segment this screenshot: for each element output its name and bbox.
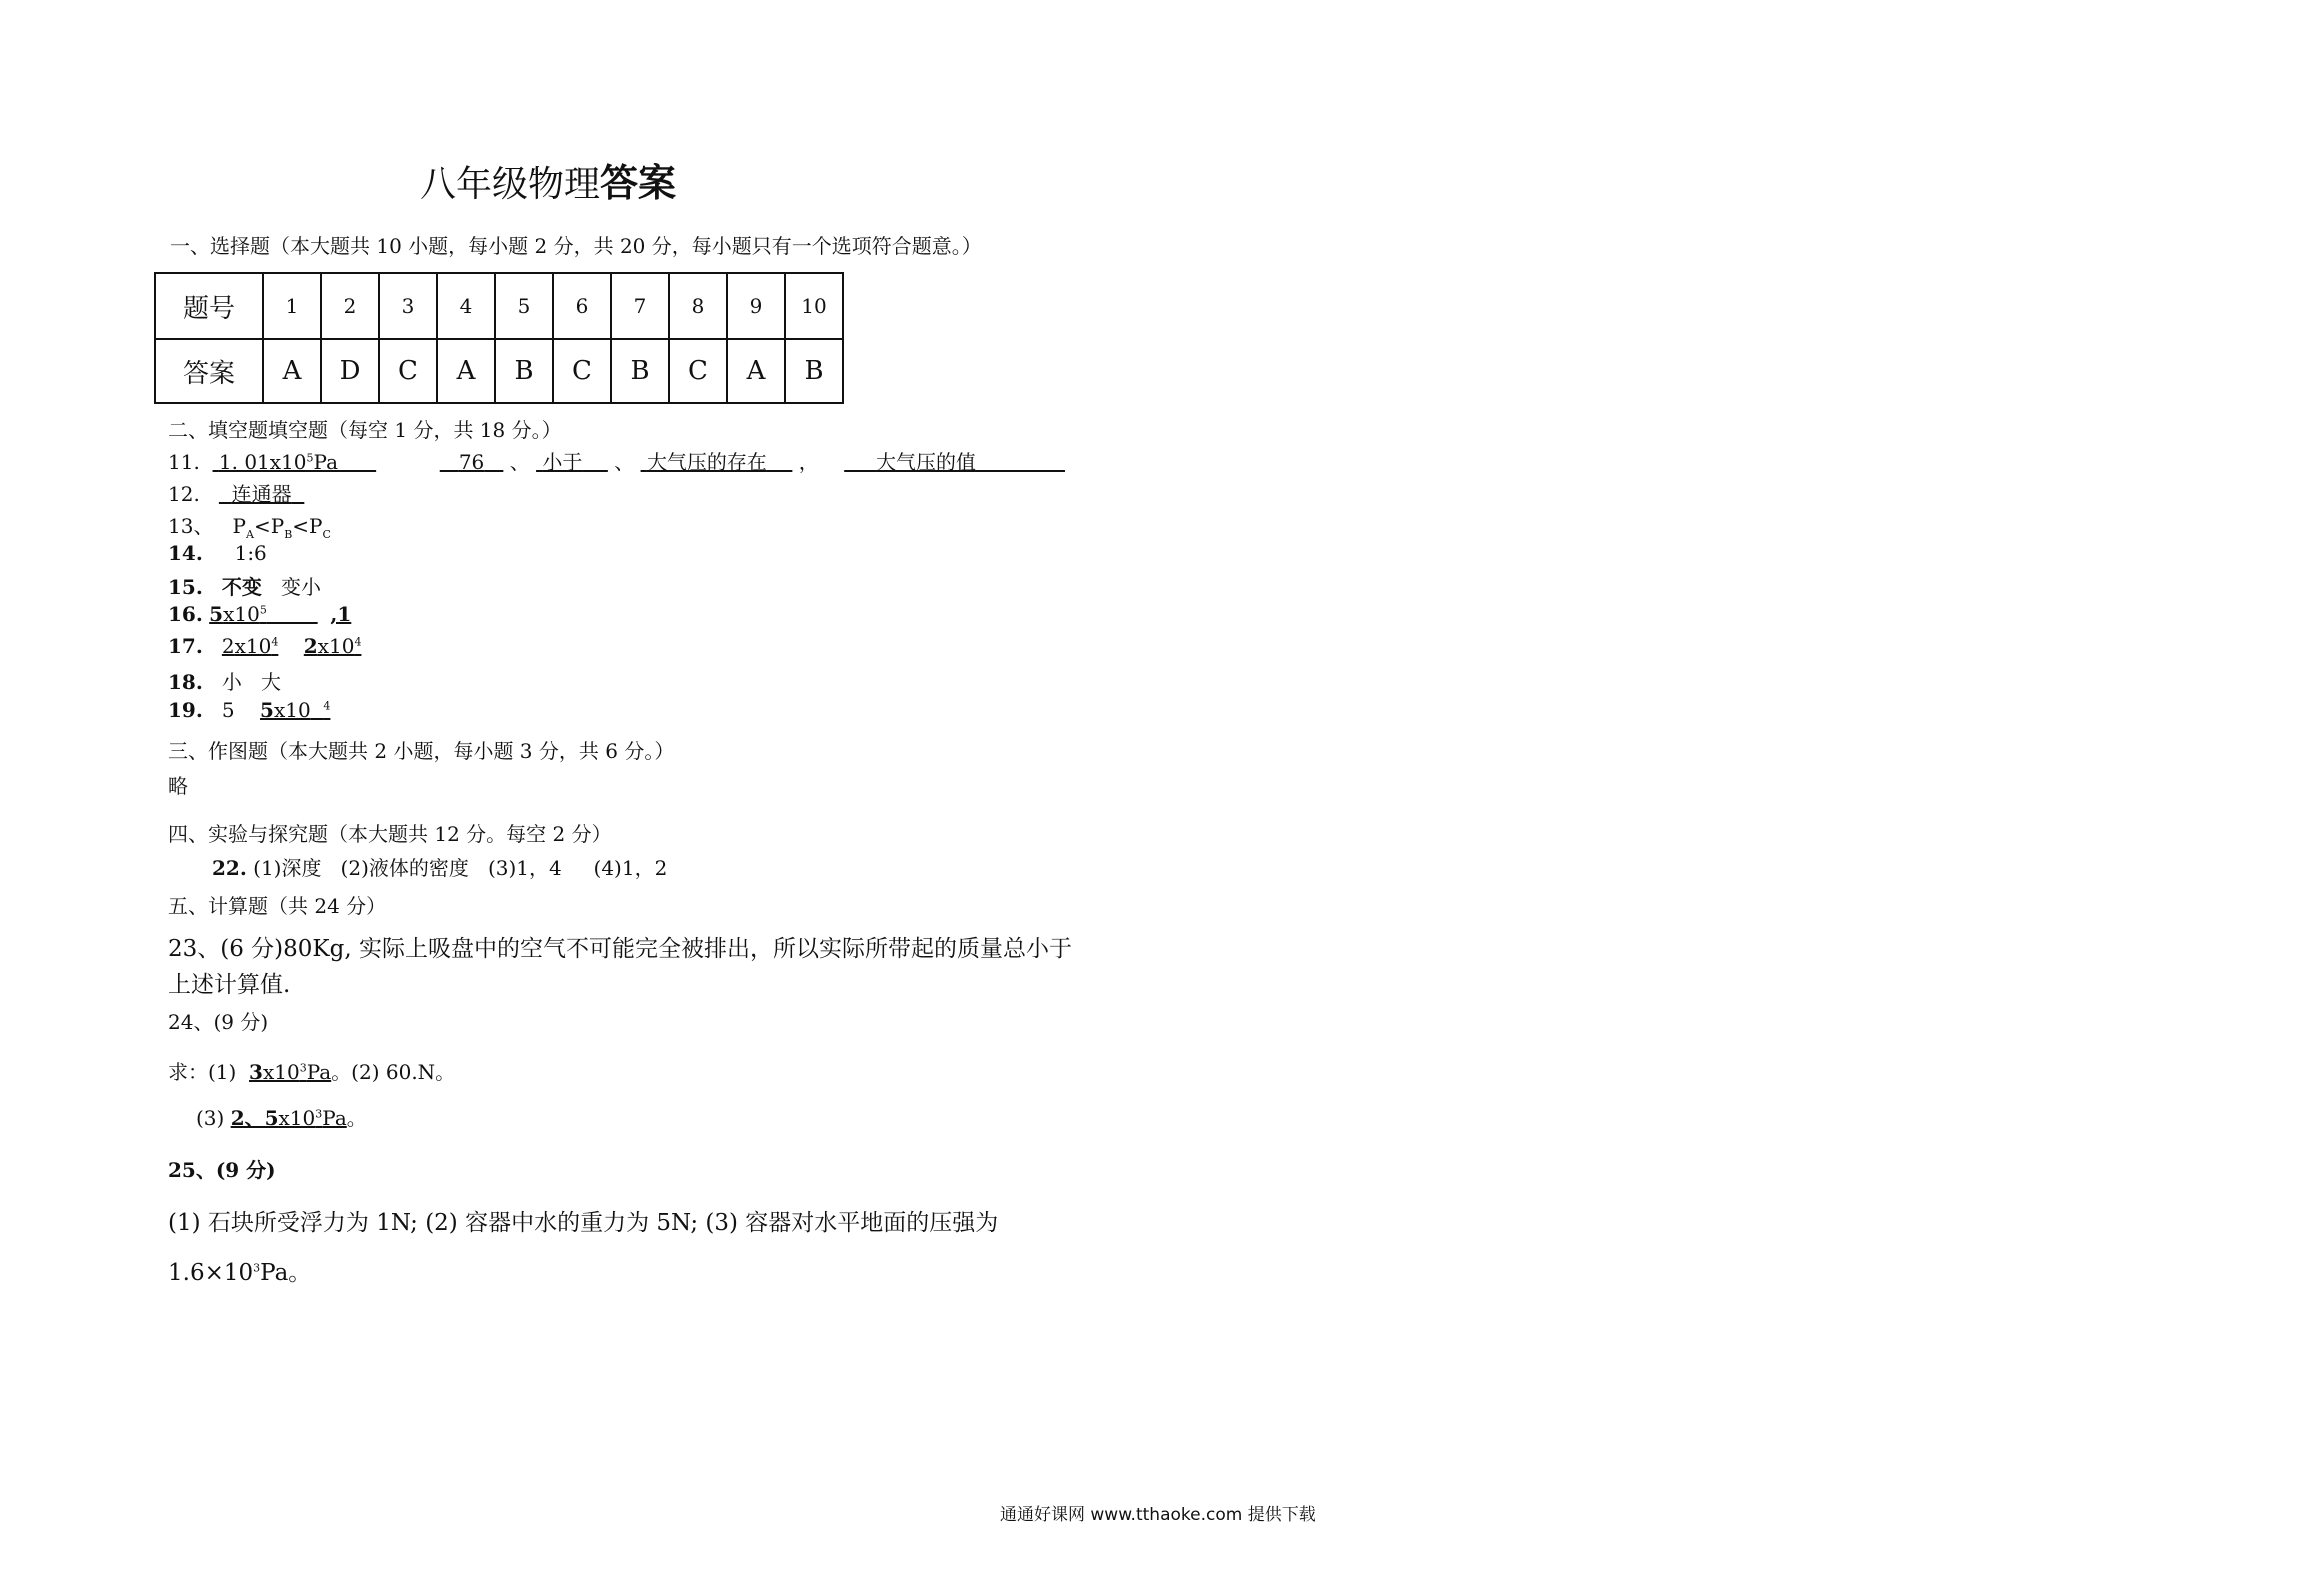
table-cell: 5 (495, 273, 553, 339)
section2-heading: 二、填空题填空题（每空 1 分，共 18 分。） (168, 418, 562, 442)
table-cell: 9 (727, 273, 785, 339)
table-row-numbers (155, 273, 843, 339)
table-cell: A (437, 339, 495, 403)
table-cell: A (263, 339, 321, 403)
table-cell: D (321, 339, 379, 403)
table-cell: 6 (553, 273, 611, 339)
table-cell: 10 (785, 273, 843, 339)
table-cell: 3 (379, 273, 437, 339)
q12-line: 12. 连通器 (168, 482, 292, 506)
section3-answer: 略 (168, 774, 188, 798)
table-cell: C (379, 339, 437, 403)
q17-line: 17. $2x10^4$ $2x10^4$ (168, 634, 362, 658)
table-row-answers (155, 339, 843, 403)
q24-line1: 求：(1) $3x10^3Pa$。(2) 60.N。 (168, 1060, 456, 1084)
q15-line: 15. 不变 变小 (168, 575, 321, 599)
q13-line: 13、 $P_A<P_B<P_C$ (168, 514, 331, 541)
q19-line: 19. 5 5x10 $^4$ (168, 698, 331, 722)
q24-head: 24、(9 分) (168, 1010, 269, 1034)
q25-line1: (1) 石块所受浮力为 1N; (2) 容器中水的重力为 5N; (3) 容器对水平地面的压强为 (168, 1210, 999, 1236)
section4-heading: 四、实验与探究题（本大题共 12 分。每空 2 分） (168, 822, 612, 846)
table-cell: 2 (321, 273, 379, 339)
table-cell: 1 (263, 273, 321, 339)
table-cell: A (727, 339, 785, 403)
table-cell: 7 (611, 273, 669, 339)
q16-line: 16. $5x10^5$ ,1 (168, 602, 352, 626)
table-cell: B (785, 339, 843, 403)
table-label-number: 题号 (155, 273, 263, 339)
q25-line2: $1.6\times 10^3Pa$。 (168, 1260, 312, 1286)
q23-line2: 上述计算值. (168, 972, 291, 998)
q24-line2: (3) 2、$5x10^3Pa$。 (196, 1106, 367, 1130)
table-cell: B (495, 339, 553, 403)
q23-line1: 23、(6 分)80Kg, 实际上吸盘中的空气不可能完全被排出，所以实际所带起的质量总小于 (168, 936, 1072, 962)
table-cell: C (669, 339, 727, 403)
table-cell: C (553, 339, 611, 403)
q14-line: 14. 1:6 (168, 541, 267, 565)
table-cell: 8 (669, 273, 727, 339)
section5-heading: 五、计算题（共 24 分） (168, 894, 387, 918)
section1-heading: 一、选择题（本大题共 10 小题，每小题 2 分，共 20 分，每小题只有一个选项符合题意。） (170, 234, 982, 258)
answer-table (154, 272, 844, 404)
section3-heading: 三、作图题（本大题共 2 小题，每小题 3 分，共 6 分。） (168, 739, 675, 763)
q22-line: 22. (1)深度 (2)液体的密度 (3)1，4 (4)1，2 (212, 856, 668, 880)
table-cell: 4 (437, 273, 495, 339)
page-title: 八年级物理答案 (420, 161, 677, 205)
q11-line: 11. 1. $01x10^5Pa$ 76 、 小于 、 大气压的存在 ， 大气压的值 (168, 450, 976, 474)
table-cell: B (611, 339, 669, 403)
q25-head: 25、(9 分) (168, 1158, 276, 1182)
table-label-answer: 答案 (155, 339, 263, 403)
footer-credit: 通通好课网 www.tthaoke.com 提供下载 (1000, 1505, 1316, 1525)
q18-line: 18. 小 大 (168, 670, 281, 694)
